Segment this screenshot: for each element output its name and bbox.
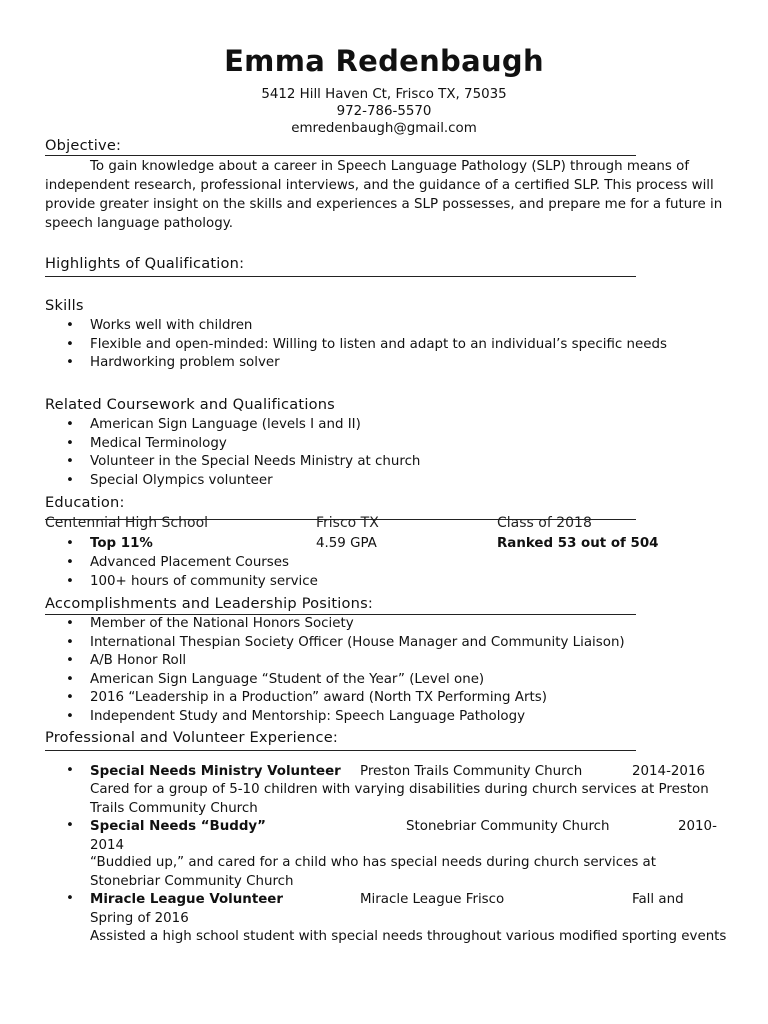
list-item: • Independent Study and Mentorship: Speech Language Pathology (45, 708, 625, 727)
skills-heading: Skills (45, 297, 84, 314)
highlights-heading: Highlights of Qualification: (45, 255, 245, 272)
experience-title: Miracle League Volunteer (90, 892, 283, 907)
list-item: • Works well with children (45, 317, 667, 336)
address: 5412 Hill Haven Ct, Frisco TX, 75035 (261, 87, 507, 102)
bullet: • (66, 818, 74, 833)
bullet: • (66, 763, 74, 778)
list-item: • A/B Honor Roll (45, 652, 625, 671)
list-item: • Medical Terminology (45, 435, 420, 454)
skills-list (45, 317, 667, 373)
experience-description: Cared for a group of 5-10 children with varying disabilities during church services at Preston Trails Community Church (90, 782, 709, 816)
list-item: • 100+ hours of community service (45, 573, 318, 592)
resume-name: Emma Redenbaugh (224, 44, 544, 78)
list-item: • Volunteer in the Special Needs Ministry at church (45, 453, 420, 472)
list-item: • Advanced Placement Courses (45, 554, 318, 573)
list-item: • 2016 “Leadership in a Production” award (North TX Performing Arts) (45, 689, 625, 708)
objective-text: To gain knowledge about a career in Speech Language Pathology (SLP) through means of independent research, professional interviews, and the guidance of a certified SLP. This process will provide greater insight on the skills and experiences a SLP possesses, and prepare me for a future in speech language pathology. (45, 159, 723, 231)
school-location: Frisco TX (316, 515, 379, 531)
graduation-class: Class of 2018 (497, 515, 592, 531)
highlights-rule (45, 276, 636, 277)
experience-dates-continued: 2014 (90, 838, 125, 853)
bullet: • (66, 891, 74, 906)
experience-org: Miracle League Frisco (360, 892, 505, 907)
list-item: • Flexible and open-minded: Willing to listen and adapt to an individual’s specific needs (45, 336, 667, 355)
objective-heading: Objective: (45, 137, 122, 154)
rank-top: Top 11% (90, 536, 153, 551)
phone: 972-786-5570 (336, 104, 432, 119)
experience-dates: Fall and (632, 892, 684, 907)
experience-org: Stonebriar Community Church (406, 819, 610, 834)
education-list (45, 554, 318, 591)
list-item: • Special Olympics volunteer (45, 472, 420, 491)
list-item: • Member of the National Honors Society (45, 615, 625, 634)
gpa: 4.59 GPA (316, 536, 377, 551)
experience-dates: 2014-2016 (632, 764, 705, 779)
class-rank: Ranked 53 out of 504 (497, 536, 659, 551)
list-item: • Hardworking problem solver (45, 354, 667, 373)
education-rule (45, 519, 636, 520)
coursework-list (45, 416, 420, 490)
email: emredenbaugh@gmail.com (291, 121, 477, 136)
experience-title: Special Needs “Buddy” (90, 819, 266, 834)
list-item: • American Sign Language (levels I and II) (45, 416, 420, 435)
education-heading: Education: (45, 494, 125, 511)
experience-description: “Buddied up,” and cared for a child who has special needs during church services at Stonebriar Community Church (90, 855, 657, 889)
experience-title: Special Needs Ministry Volunteer (90, 764, 341, 779)
list-item: • American Sign Language “Student of the Year” (Level one) (45, 671, 625, 690)
list-item: • International Thespian Society Officer (House Manager and Community Liaison) (45, 634, 625, 653)
experience-org: Preston Trails Community Church (360, 764, 583, 779)
objective-rule (45, 155, 636, 156)
experience-rule (45, 750, 636, 751)
experience-dates: 2010- (678, 819, 717, 834)
experience-description: Assisted a high school student with special needs throughout various modified sporting events (90, 929, 727, 944)
experience-heading: Professional and Volunteer Experience: (45, 729, 338, 746)
school-name: Centennial High School (45, 515, 209, 531)
bullet: • (66, 536, 74, 551)
coursework-heading: Related Coursework and Qualifications (45, 396, 335, 413)
accomplishments-list (45, 615, 625, 727)
accomplishments-heading: Accomplishments and Leadership Positions: (45, 595, 374, 612)
experience-dates-continued: Spring of 2016 (90, 911, 189, 926)
